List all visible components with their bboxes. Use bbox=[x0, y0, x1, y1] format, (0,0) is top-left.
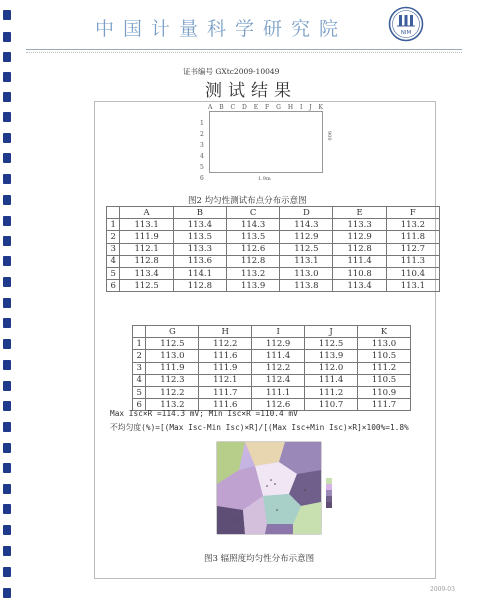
header-rule bbox=[26, 49, 462, 50]
table-cell: 111.6 bbox=[199, 350, 252, 362]
table-cell: 112.7 bbox=[386, 243, 439, 255]
table-cell: 112.5 bbox=[280, 243, 333, 255]
binding-hole bbox=[3, 112, 11, 122]
binding-hole bbox=[3, 484, 11, 494]
column-header: K bbox=[358, 326, 411, 338]
uniformity-table-g-k bbox=[132, 325, 411, 411]
table-cell: 110.5 bbox=[358, 350, 411, 362]
table-cell: 112.9 bbox=[280, 231, 333, 243]
nim-logo bbox=[388, 6, 424, 42]
diagram-height-label: 900 bbox=[326, 131, 332, 141]
header-rule-dotted bbox=[26, 52, 462, 53]
table-cell: 112.3 bbox=[146, 374, 199, 386]
binding-hole bbox=[3, 339, 11, 349]
table-cell: 113.4 bbox=[120, 267, 173, 279]
figure-2-caption: 图2 均匀性测试布点分布示意图 bbox=[188, 196, 307, 206]
table-cell: 112.2 bbox=[146, 386, 199, 398]
binding-hole bbox=[3, 504, 11, 514]
table-row bbox=[133, 362, 411, 374]
table-header-row bbox=[133, 326, 411, 338]
table-row bbox=[133, 338, 411, 350]
binding-hole bbox=[3, 32, 11, 42]
table-cell: 114.1 bbox=[173, 267, 226, 279]
table-cell: 113.1 bbox=[280, 255, 333, 267]
table-cell: 113.2 bbox=[146, 399, 199, 411]
table-cell: 113.0 bbox=[280, 267, 333, 279]
footer-date: 2009-03 bbox=[430, 586, 455, 593]
table-cell: 113.8 bbox=[280, 280, 333, 292]
binding-hole bbox=[3, 10, 11, 20]
table-cell: 112.8 bbox=[120, 255, 173, 267]
table-cell: 113.9 bbox=[226, 280, 279, 292]
table-cell: 112.1 bbox=[120, 243, 173, 255]
row-number: 5 bbox=[133, 386, 146, 398]
table-cell: 112.2 bbox=[252, 362, 305, 374]
uniformity-table-a-f bbox=[106, 206, 440, 292]
column-header: C bbox=[226, 207, 279, 219]
column-header: J bbox=[305, 326, 358, 338]
table-cell: 113.4 bbox=[173, 219, 226, 231]
row-number: 2 bbox=[107, 231, 120, 243]
binding-strip bbox=[0, 0, 18, 600]
table-cell: 112.8 bbox=[173, 280, 226, 292]
table-cell: 111.6 bbox=[199, 399, 252, 411]
table-cell: 112.5 bbox=[120, 280, 173, 292]
table-cell: 113.5 bbox=[226, 231, 279, 243]
column-header: I bbox=[252, 326, 305, 338]
binding-hole bbox=[3, 216, 11, 226]
table-cell: 112.8 bbox=[226, 255, 279, 267]
row-number: 2 bbox=[133, 350, 146, 362]
binding-hole bbox=[3, 277, 11, 287]
diagram-area bbox=[209, 111, 323, 173]
binding-hole bbox=[3, 256, 11, 266]
table-cell: 111.8 bbox=[386, 231, 439, 243]
table-cell: 113.6 bbox=[173, 255, 226, 267]
row-number: 6 bbox=[133, 399, 146, 411]
table-cell: 111.7 bbox=[358, 399, 411, 411]
binding-hole bbox=[3, 401, 11, 411]
table-cell: 114.3 bbox=[226, 219, 279, 231]
table-cell: 112.9 bbox=[252, 338, 305, 350]
table-cell: 113.0 bbox=[358, 338, 411, 350]
table-cell: 111.9 bbox=[199, 362, 252, 374]
nonuniformity-formula: 不均匀度(%)=[(Max Isc-Min Isc)×R]/[(Max Isc+Min Isc)×R]×100%=1.8% bbox=[110, 423, 409, 432]
binding-hole bbox=[3, 546, 11, 556]
table-cell: 113.2 bbox=[226, 267, 279, 279]
row-number: 4 bbox=[133, 374, 146, 386]
table-cell: 111.9 bbox=[146, 362, 199, 374]
table-cell: 111.4 bbox=[252, 350, 305, 362]
irradiance-distribution-plot bbox=[205, 440, 345, 546]
table-cell: 111.1 bbox=[252, 386, 305, 398]
plot-region bbox=[217, 506, 245, 534]
table-cell: 112.0 bbox=[305, 362, 358, 374]
table-cell: 111.9 bbox=[120, 231, 173, 243]
certificate-number: 证书编号 GXtc2009-10049 bbox=[183, 67, 280, 76]
table-row bbox=[133, 386, 411, 398]
binding-hole bbox=[3, 133, 11, 143]
diagram-row-labels: 1 2 3 4 5 6 bbox=[200, 120, 204, 182]
table-cell: 111.3 bbox=[386, 255, 439, 267]
diagram-width-label: 1.9m bbox=[258, 176, 271, 182]
binding-hole bbox=[3, 236, 11, 246]
table-cell: 113.1 bbox=[120, 219, 173, 231]
diagram-column-labels: A B C D E F G H I J K bbox=[208, 104, 326, 111]
column-header: B bbox=[173, 207, 226, 219]
table-cell: 113.9 bbox=[305, 350, 358, 362]
row-number: 6 bbox=[107, 280, 120, 292]
binding-hole bbox=[3, 298, 11, 308]
table-row bbox=[107, 219, 440, 231]
column-header: H bbox=[199, 326, 252, 338]
table-cell: 112.9 bbox=[333, 231, 386, 243]
binding-hole bbox=[3, 588, 11, 598]
table-cell: 113.2 bbox=[386, 219, 439, 231]
table-row bbox=[107, 231, 440, 243]
table-cell: 111.4 bbox=[305, 374, 358, 386]
binding-hole bbox=[3, 72, 11, 82]
column-header: A bbox=[120, 207, 173, 219]
table-cell: 110.9 bbox=[358, 386, 411, 398]
row-number: 4 bbox=[107, 255, 120, 267]
plot-region bbox=[265, 524, 293, 534]
table-cell: 112.5 bbox=[305, 338, 358, 350]
column-header bbox=[133, 326, 146, 338]
table-cell: 110.4 bbox=[386, 267, 439, 279]
logo-text: NIM bbox=[400, 30, 412, 36]
table-cell: 112.4 bbox=[252, 374, 305, 386]
figure-3-caption: 图3 辐照度均匀性分布示意图 bbox=[204, 554, 315, 564]
row-number: 3 bbox=[107, 243, 120, 255]
table-cell: 113.4 bbox=[333, 280, 386, 292]
table-cell: 112.5 bbox=[146, 338, 199, 350]
binding-hole bbox=[3, 422, 11, 432]
table-row bbox=[107, 255, 440, 267]
table-row bbox=[107, 243, 440, 255]
table-cell: 113.1 bbox=[386, 280, 439, 292]
row-number: 1 bbox=[133, 338, 146, 350]
org-name: 中国计量科学研究院 bbox=[95, 18, 348, 40]
table-cell: 112.6 bbox=[226, 243, 279, 255]
row-number: 5 bbox=[107, 267, 120, 279]
binding-hole bbox=[3, 525, 11, 535]
column-header: F bbox=[386, 207, 439, 219]
table-header-row bbox=[107, 207, 440, 219]
table-row bbox=[107, 267, 440, 279]
table-cell: 111.4 bbox=[333, 255, 386, 267]
column-header bbox=[107, 207, 120, 219]
color-scale bbox=[326, 478, 332, 508]
table-cell: 111.7 bbox=[199, 386, 252, 398]
table-row bbox=[133, 374, 411, 386]
table-cell: 111.2 bbox=[305, 386, 358, 398]
table-cell: 110.8 bbox=[333, 267, 386, 279]
max-min-line: Max Isc×R =114.3 mV; Min Isc×R =110.4 mV bbox=[110, 409, 298, 418]
column-header: G bbox=[146, 326, 199, 338]
binding-hole bbox=[3, 153, 11, 163]
table-cell: 110.7 bbox=[305, 399, 358, 411]
binding-hole bbox=[3, 195, 11, 205]
table-row bbox=[133, 350, 411, 362]
row-number: 1 bbox=[107, 219, 120, 231]
binding-hole bbox=[3, 360, 11, 370]
binding-hole bbox=[3, 567, 11, 577]
binding-hole bbox=[3, 174, 11, 184]
page-title: 测试结果 bbox=[205, 81, 297, 101]
table-cell: 111.2 bbox=[358, 362, 411, 374]
table-cell: 113.5 bbox=[173, 231, 226, 243]
binding-hole bbox=[3, 318, 11, 328]
table-cell: 113.0 bbox=[146, 350, 199, 362]
binding-hole bbox=[3, 52, 11, 62]
table-row bbox=[107, 280, 440, 292]
table-cell: 112.6 bbox=[252, 399, 305, 411]
column-header: D bbox=[280, 207, 333, 219]
binding-hole bbox=[3, 443, 11, 453]
table-cell: 114.3 bbox=[280, 219, 333, 231]
binding-hole bbox=[3, 381, 11, 391]
binding-hole bbox=[3, 463, 11, 473]
table-cell: 112.8 bbox=[333, 243, 386, 255]
table-cell: 113.3 bbox=[333, 219, 386, 231]
row-number: 3 bbox=[133, 362, 146, 374]
binding-hole bbox=[3, 92, 11, 102]
table-cell: 113.3 bbox=[173, 243, 226, 255]
table-cell: 112.2 bbox=[199, 338, 252, 350]
table-cell: 110.5 bbox=[358, 374, 411, 386]
column-header: E bbox=[333, 207, 386, 219]
table-cell: 112.1 bbox=[199, 374, 252, 386]
